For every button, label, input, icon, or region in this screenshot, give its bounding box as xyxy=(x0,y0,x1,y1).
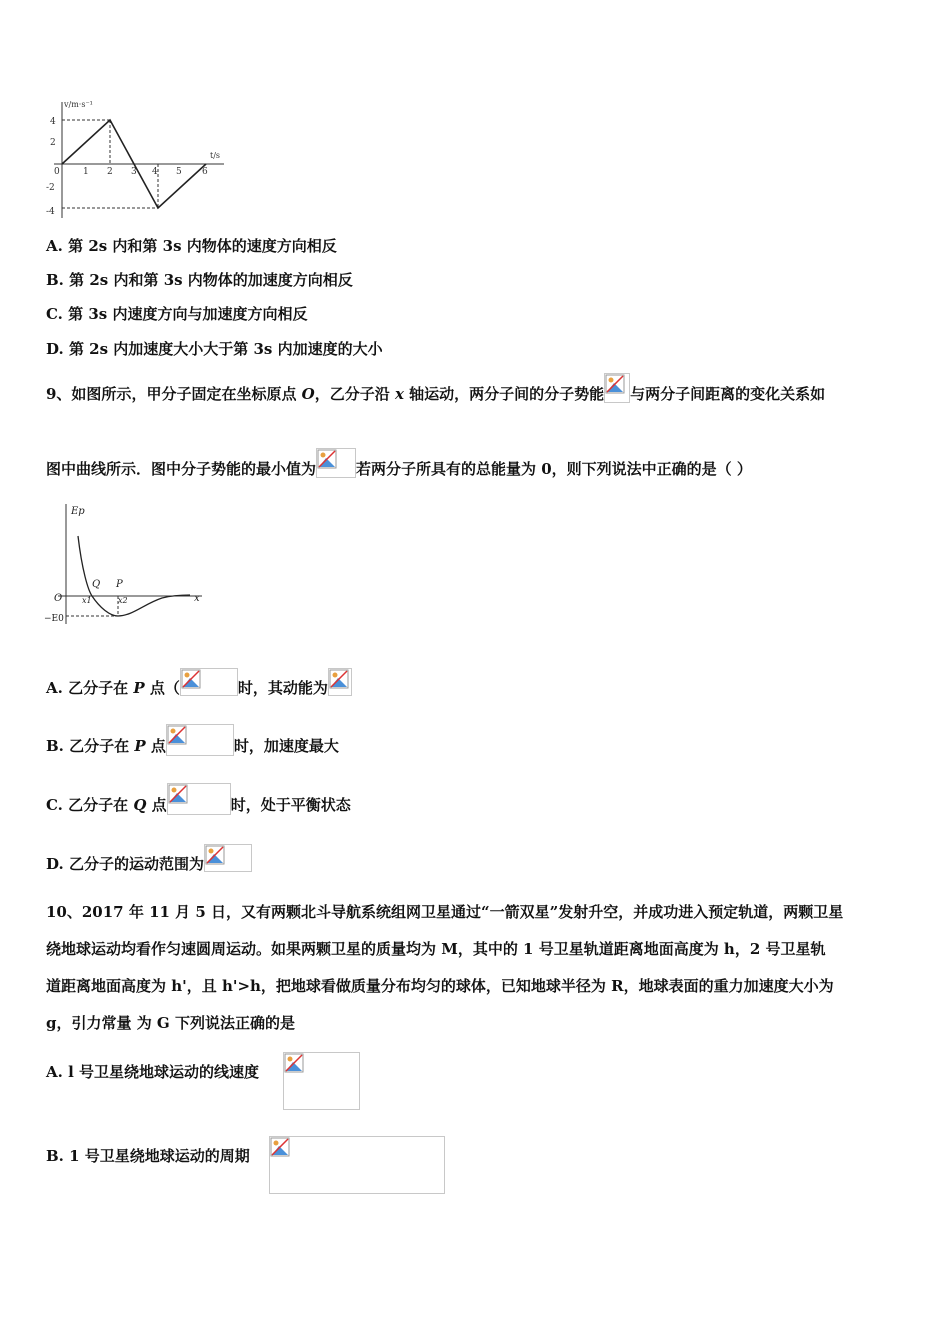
ep-axis-label: Ep xyxy=(71,506,85,517)
x2-label: x2 xyxy=(118,596,128,605)
potential-energy-graph xyxy=(44,500,214,630)
y-axis-label: v/m·s⁻¹ xyxy=(64,100,93,109)
y-tick: 2 xyxy=(50,138,56,148)
x-tick: 5 xyxy=(176,167,182,177)
broken-image-icon xyxy=(204,844,252,872)
y-tick: -4 xyxy=(46,207,55,217)
q10-stem-line1: 10、2017 年 11 月 5 日，又有两颗北斗导航系统组网卫星通过“一箭双星”发射升空，并成功进入预定轨道，两颗卫星 xyxy=(46,903,844,921)
q9-option-b: B. 乙分子在 P 点 时，加速度最大 xyxy=(46,736,339,756)
broken-image-icon xyxy=(328,668,352,696)
q8-option-a: A. 第 2s 内和第 3s 内物体的速度方向相反 xyxy=(46,237,337,255)
x-tick: 0 xyxy=(54,167,60,177)
q10-stem-line3: 道距离地面高度为 h'，且 h'>h，把地球看做质量分布均匀的球体，已知地球半径为 R，地球表面的重力加速度大小为 xyxy=(46,977,834,995)
broken-image-icon xyxy=(167,783,231,815)
broken-image-icon xyxy=(166,724,234,756)
q10-stem-line2: 绕地球运动均看作匀速圆周运动。如果两颗卫星的质量均为 M，其中的 1 号卫星轨道距离地面高度为 h，2 号卫星轨 xyxy=(46,940,826,958)
broken-image-icon xyxy=(604,373,630,403)
y-tick: -2 xyxy=(46,183,55,193)
p-label: P xyxy=(116,579,123,590)
x-tick: 6 xyxy=(202,167,208,177)
velocity-time-graph xyxy=(44,98,234,222)
q9-option-d: D. 乙分子的运动范围为 xyxy=(46,854,252,874)
q8-option-d: D. 第 2s 内加速度大小大于第 3s 内加速度的大小 xyxy=(46,340,383,358)
broken-image-icon xyxy=(283,1052,360,1110)
q10-option-b: B. 1 号卫星绕地球运动的周期 xyxy=(46,1147,250,1165)
q9-stem-line1: 9、如图所示，甲分子固定在坐标原点 O，乙分子沿 x 轴运动，两分子间的分子势能 与两分子间距离的变化关系如 xyxy=(46,384,825,404)
q9-option-c: C. 乙分子在 Q 点 时，处于平衡状态 xyxy=(46,795,351,815)
broken-image-icon xyxy=(180,668,238,696)
x-tick: 1 xyxy=(83,167,89,177)
emin-label: −E0 xyxy=(44,614,64,624)
x-axis-label: x xyxy=(194,593,200,604)
q10-stem-line4: g，引力常量 为 G 下列说法正确的是 xyxy=(46,1014,295,1032)
ep-curve xyxy=(78,536,190,616)
q8-option-c: C. 第 3s 内速度方向与加速度方向相反 xyxy=(46,305,308,323)
y-tick: 4 xyxy=(50,117,56,127)
q-label: Q xyxy=(92,579,101,590)
x-tick: 3 xyxy=(131,167,137,177)
q9-stem-line2: 图中曲线所示．图中分子势能的最小值为 若两分子所具有的总能量为 0，则下列说法中正确的是（ ） xyxy=(46,459,752,479)
origin-label: O xyxy=(54,593,63,604)
q8-option-b: B. 第 2s 内和第 3s 内物体的加速度方向相反 xyxy=(46,271,353,289)
q10-option-a: A. l 号卫星绕地球运动的线速度 xyxy=(46,1063,260,1081)
x-axis-label: t/s xyxy=(210,151,221,160)
broken-image-icon xyxy=(269,1136,445,1194)
x1-label: x1 xyxy=(82,596,92,605)
broken-image-icon xyxy=(316,448,356,478)
q9-option-a: A. 乙分子在 P 点（ 时，其动能为 xyxy=(46,678,352,698)
x-tick: 4 xyxy=(152,167,158,177)
x-tick: 2 xyxy=(107,167,113,177)
